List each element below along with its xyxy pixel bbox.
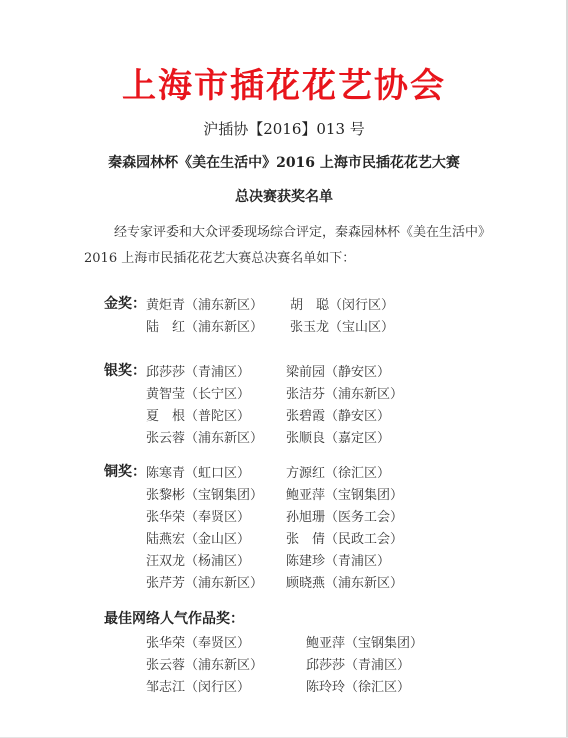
silver-winner: 张洁芬（浦东新区）: [286, 387, 404, 402]
bronze-winner: 汪双龙（杨浦区）: [146, 554, 251, 569]
bronze-winner: 张 倩（民政工会）: [286, 532, 404, 547]
popular-winner: 邹志江（闵行区）: [146, 680, 251, 695]
silver-winner: 邱莎莎（青浦区）: [146, 365, 251, 380]
page-title: 上海市插花花艺协会: [122, 66, 446, 106]
bronze-winner: 陆燕宏（金山区）: [146, 532, 251, 547]
bronze-winner: 张华荣（奉贤区）: [146, 510, 251, 525]
bronze-winner: 孙旭珊（医务工会）: [286, 510, 404, 525]
bronze-winner: 陈寒青（虹口区）: [146, 466, 251, 481]
heading-line-1: 秦森园林杯《美在生活中》2016 上海市民插花花艺大赛: [108, 155, 460, 171]
silver-winner: 张云蓉（浦东新区）: [146, 431, 264, 446]
bronze-winner: 顾晓燕（浦东新区）: [286, 576, 404, 591]
popular-winner: 陈玲玲（徐汇区）: [306, 680, 411, 695]
silver-winner: 夏 根（普陀区）: [146, 409, 251, 424]
popular-winner: 鲍亚萍（宝钢集团）: [306, 636, 424, 651]
gold-winner: 黄炬青（浦东新区）: [146, 298, 264, 313]
popular-winner: 邱莎莎（青浦区）: [306, 658, 411, 673]
silver-winner: 张碧霞（静安区）: [286, 409, 391, 424]
silver-winner: 张顺良（嘉定区）: [286, 431, 391, 446]
gold-winner: 陆 红（浦东新区）: [146, 320, 264, 335]
bronze-winner: 陈建珍（青浦区）: [286, 554, 391, 569]
popular-award-label: 最佳网络人气作品奖：: [104, 611, 244, 627]
gold-winner: 张玉龙（宝山区）: [290, 320, 395, 335]
bronze-winner: 张芹芳（浦东新区）: [146, 576, 264, 591]
gold-award-label: 金奖：: [104, 296, 146, 312]
silver-award-label: 银奖：: [104, 363, 146, 379]
intro-paragraph: 经专家评委和大众评委现场综合评定，秦森园林杯《美在生活中》2016 上海市民插花花艺大赛总决赛名单如下：: [84, 225, 492, 266]
gold-winner: 胡 聪（闵行区）: [290, 298, 395, 313]
heading-line-2: 总决赛获奖名单: [235, 189, 333, 205]
popular-winner: 张华荣（奉贤区）: [146, 636, 251, 651]
bronze-award-label: 铜奖：: [104, 464, 146, 480]
document-number: 沪插协【2016】013 号: [203, 120, 365, 138]
bronze-winner: 张黎彬（宝钢集团）: [146, 488, 264, 503]
silver-winner: 梁前园（静安区）: [286, 365, 391, 380]
bronze-winner: 方源红（徐汇区）: [286, 466, 391, 481]
bronze-winner: 鲍亚萍（宝钢集团）: [286, 488, 404, 503]
popular-winner: 张云蓉（浦东新区）: [146, 658, 264, 673]
silver-winner: 黄智莹（长宁区）: [146, 387, 251, 402]
